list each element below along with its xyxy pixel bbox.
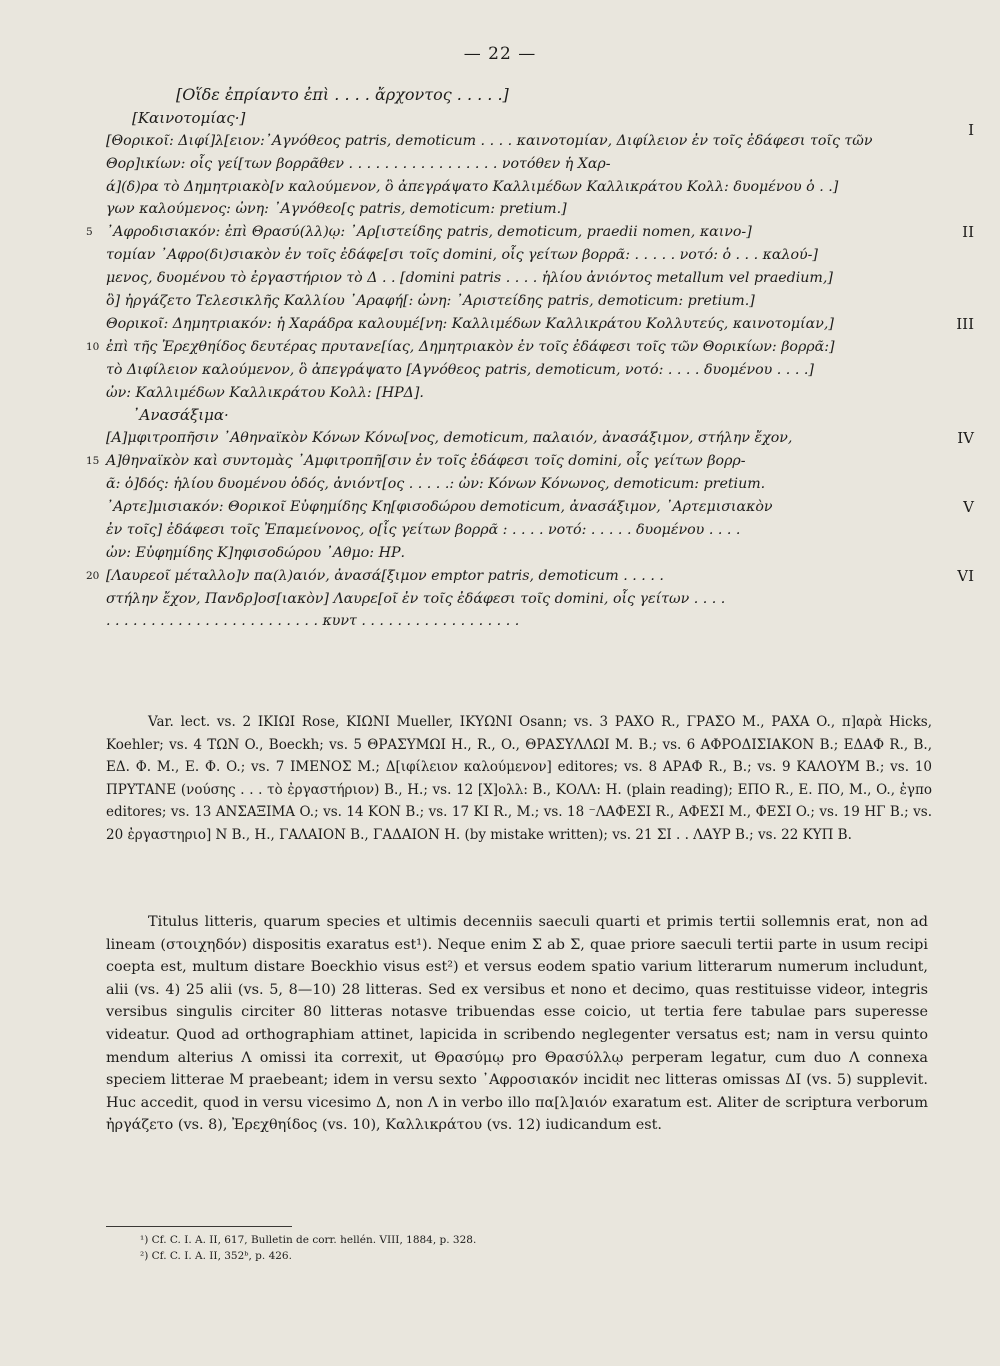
line-text: Θορ]ικίων: οἷς γεί[των βορρᾶθεν . . . . . . . . . . . . . . . . . νοτόθεν ἡ Χαρ-: [106, 155, 611, 172]
line-text: ὠν: Εὐφημίδης Κ]ηφισοδώρου ᾿Αθμο: ΗΡ.: [106, 544, 406, 561]
section-numeral: VI: [957, 566, 974, 585]
line-text: γων καλούμενος: ὠνη: ᾿Αγνόθεο[ς patris, demoticum: pretium.]: [106, 201, 567, 218]
inscription-line: [106, 610, 968, 633]
line-text: ᾿Ανασάξιμα·: [132, 406, 229, 425]
line-text: τομίαν ᾿Αφρο(δι)σιακὸν ἐν τοῖς ἐδάφε[σι τοῖς domini, οἷς γείτων βορρᾶ: . . . . . νοτό: ὁ . . . καλού-]: [106, 247, 818, 264]
inscription-line: [86, 450, 968, 473]
inscription-line: [106, 244, 968, 267]
line-text: . . . . . . . . . . . . . . . . . . . . . . . . κυντ . . . . . . . . . . . . . . . . . .: [106, 613, 520, 630]
line-text: τὸ Διφίλειον καλούμενον, ὃ ἀπεγράψατο [Αγνόθεος patris, demoticum, νοτό: . . . . δυομένου . . . .]: [106, 361, 814, 378]
inscription-line: [106, 542, 968, 565]
inscription-line: [106, 519, 968, 542]
inscription-line: [106, 496, 974, 519]
inscription-line: [106, 313, 974, 336]
inscription-line: [106, 290, 968, 313]
line-text: ἐπὶ τῆς Ἐρεχθηίδος δευτέρας πρυτανε[ίας, Δημητριακὸν ἐν τοῖς ἐδάφεσι τοῖς τῶν Θορικίων: βορρᾶ:]: [106, 338, 835, 355]
line-text: Α]θηναϊκὸν καὶ συντομὰς ᾿Αμφιτροπῆ[σιν ἐν τοῖς ἐδάφεσι τοῖς domini, οἷς γείτων βορρ-: [106, 453, 746, 470]
line-text: ά](δ)ρα τὸ Δημητριακὸ[ν καλούμενον, ὃ ἀπεγράψατο Καλλιμέδων Καλλικράτου Κολλ: δυομένου ὁ . .]: [106, 178, 839, 195]
page-number: — 22 —: [463, 44, 537, 64]
line-text: [Καινοτομίας·]: [132, 108, 246, 127]
line-text: μενος, δυομένου τὸ ἐργαστήριον τὸ Δ . . [domini patris . . . . ἡλίου ἀνιόντος metallum vel praedium,]: [106, 270, 833, 287]
footnote: ²) Cf. C. I. A. II, 352ᵇ, p. 426.: [140, 1249, 292, 1262]
line-number: 10: [86, 340, 100, 353]
inscription-line: [86, 221, 974, 244]
variant-readings: Var. lect. vs. 2 ΙΚΙΩΙ Rose, ΚΙΩΝΙ Mueller, ΙΚΥΩΝΙ Osann; vs. 3 ΡΑΧΟ R., ΓΡΑΣΟ M., ΡΑΧΑ O., π]αρὰ Hicks, Koehler; vs. 4 ΤΩΝ O., Boeckh; vs. 5 ΘΡΑΣΥΜΩΙ H., R., O., ΘΡΑΣΥΛΛΩΙ M. B.; vs. 6 ΑΦΡΟΔΙΣΙΑΚΟΝ B.; ΕΔΑΦ R., B., ΕΔ. Φ. M., Ε. Φ. O.; vs. 7 ΙΜΕΝΟΣ M.; Δ[ιφίλειον καλούμενον] editores; vs. 8 ΑΡΑΦ R., B.; vs. 9 ΚΑΛΟΥΜ B.; vs. 10 ΠΡΥΤΑΝΕ (νούσης . . . τὸ ἐργαστήριον) B., H.; vs. 12 [Χ]ολλ: B., ΚΟΛΛ: H. (plain reading); ΕΠΟ R., Ε. ΠΟ, M., O., ἐγπο editores; vs. 13 ΑΝΣΑΞΙΜΑ O.; vs. 14 ΚΟΝ B.; vs. 17 ΚΙ R., M.; vs. 18 ⁻ΛΑΦΕΣΙ R., ΑΦΕΣΙ M., ΦΕΣΙ O.; vs. 19 ΗΓ B.; vs. 20 ἐργαστηριο] Ν B., H., ΓΑΛΑΙΟΝ B., ΓΑΔΑΙΟΝ H. (by mistake written); vs. 21 ΣΙ . . ΛΑΥΡ B.; vs. 22 ΚΥΠ B.: [106, 714, 932, 843]
line-number: 15: [86, 455, 100, 468]
inscription-text: [86, 84, 974, 633]
inscription-line: [106, 404, 968, 427]
inscription-line: [106, 130, 968, 153]
line-text: ἐν τοῖς] ἐδάφεσι τοῖς Ἐπαμείνονος, ο[ἷς γείτων βορρᾶ : . . . . νοτό: . . . . . δυομένου . . . .: [106, 521, 741, 538]
section-numeral: II: [962, 223, 974, 242]
inscription-line: [106, 84, 968, 107]
line-text: ὃ] ἠργάζετο Τελεσικλῆς Καλλίου ᾿Αραφή[: ὠνη: ᾿Αριστείδης patris, demoticum: pretium.]: [106, 293, 755, 310]
inscription-line: [106, 153, 968, 176]
inscription-line: [106, 382, 968, 405]
footnote-divider: [106, 1226, 292, 1227]
inscription-line: [106, 176, 968, 199]
line-text: [Θορικοῖ: Διφί]λ[ειον:᾿Αγνόθεος patris, demoticum . . . . καινοτομίαν, Διφίλειον ἐν τοῖς ἐδάφεσι τοῖς τῶν: [106, 132, 873, 149]
line-text: [Λαυρεοῖ μέταλλο]ν πα(λ)αιόν, ἀνασά[ξιμον emptor patris, demoticum . . . . .: [106, 567, 664, 584]
inscription-line: [86, 565, 974, 588]
line-text: ᾶ: ὁ]δός: ἡλίου δυομένου ὁδός, ἀνιόντ[ος . . . . .: ὠν: Κόνων Κόνωνος, demoticum: pretium.: [106, 476, 766, 493]
footnotes: [140, 1233, 740, 1264]
line-text: ᾿Αφροδισιακόν: ἐπὶ Θρασύ(λλ)ῳ: ᾿Αρ[ιστείδης patris, demoticum, praedii nomen, καινο-]: [106, 224, 752, 241]
line-text: ὠν: Καλλιμέδων Καλλικράτου Κολλ: [ΗΡΔ].: [106, 384, 424, 401]
section-numeral: I: [968, 120, 974, 139]
section-numeral: III: [956, 314, 974, 333]
section-numeral: V: [963, 498, 974, 517]
inscription-line: [106, 427, 974, 450]
line-number: 5: [86, 226, 93, 239]
footnote: ¹) Cf. C. I. A. II, 617, Bulletin de corr. hellén. VIII, 1884, p. 328.: [140, 1234, 477, 1246]
inscription-line: [106, 359, 968, 382]
line-number: 20: [86, 569, 100, 582]
commentary-paragraph: Titulus litteris, quarum species et ultimis decenniis saeculi quarti et primis tertii sollemnis erat, non ad lineam (στοιχηδόν) dispositis exaratus est¹). Neque enim Σ ab Σ, quae priore saeculi tertii parte in usum recipi coepta est, multum distare Boeckhio visus est²) et versus eodem spatio varium litterarum numerum includunt, alii (vs. 4) 25 alii (vs. 5, 8—10) 28 litteras. Sed ex versibus et nono et decimo, quas restituisse videor, integris versibus singulis circiter 80 litteras notasve tribuendas esse coicio, ut tertia fere tabulae pars superesse videatur. Quod ad orthographiam attinet, lapicida in scribendo neglegenter versatus est; nam in versu quinto mendum alterius Λ omissi ita correxit, ut Θρασύμῳ pro Θρασύλλῳ perperam legatur, cum duo Λ connexa speciem litterae Μ praebeant; idem in versu sexto ᾿Αφροσιακόν incidit nec litteras omissas ΔΙ (vs. 5) supplevit. Huc accedit, quod in versu vicesimo Δ, non Λ in verbo illo πα[λ]αιόν exaratum est. Aliter de scriptura verborum ἠργάζετο (vs. 8), Ἐρεχθηίδος (vs. 10), Καλλικράτου (vs. 12) iudicandum est.: [106, 914, 928, 1134]
inscription-line: [106, 473, 968, 496]
line-text: ᾿Αρτε]μισιακόν: Θορικοῖ Εὐφημίδης Κη[φισοδώρου demoticum, ἀνασάξιμον, ᾿Αρτεμισιακὸν: [106, 499, 773, 516]
section-numeral: IV: [957, 429, 974, 448]
inscription-line: [106, 588, 968, 611]
inscription-line: [106, 267, 968, 290]
line-text: [Α]μφιτροπῆσιν ᾿Αθηναϊκὸν Κόνων Κόνω[νος, demoticum, παλαιόν, ἀνασάξιμον, στήλην ἔχον,: [106, 430, 793, 447]
line-text: Θορικοῖ: Δημητριακόν: ἡ Χαράδρα καλουμέ[νη: Καλλιμέδων Καλλικράτου Κολλυτεύς, καινοτομίαν,]: [106, 315, 834, 332]
line-text: [Οἵδε ἐπρίαντο ἐπὶ . . . . ἄρχοντος . . . . .]: [176, 85, 509, 104]
inscription-line: [106, 107, 974, 139]
line-text: στήλην ἔχον, Πανδρ]οσ[ιακὸν] Λαυρε[οῖ ἐν τοῖς ἐδάφεσι τοῖς domini, οἷς γείτων . . . .: [106, 590, 726, 607]
inscription-line: [86, 336, 968, 359]
inscription-line: [106, 198, 968, 221]
